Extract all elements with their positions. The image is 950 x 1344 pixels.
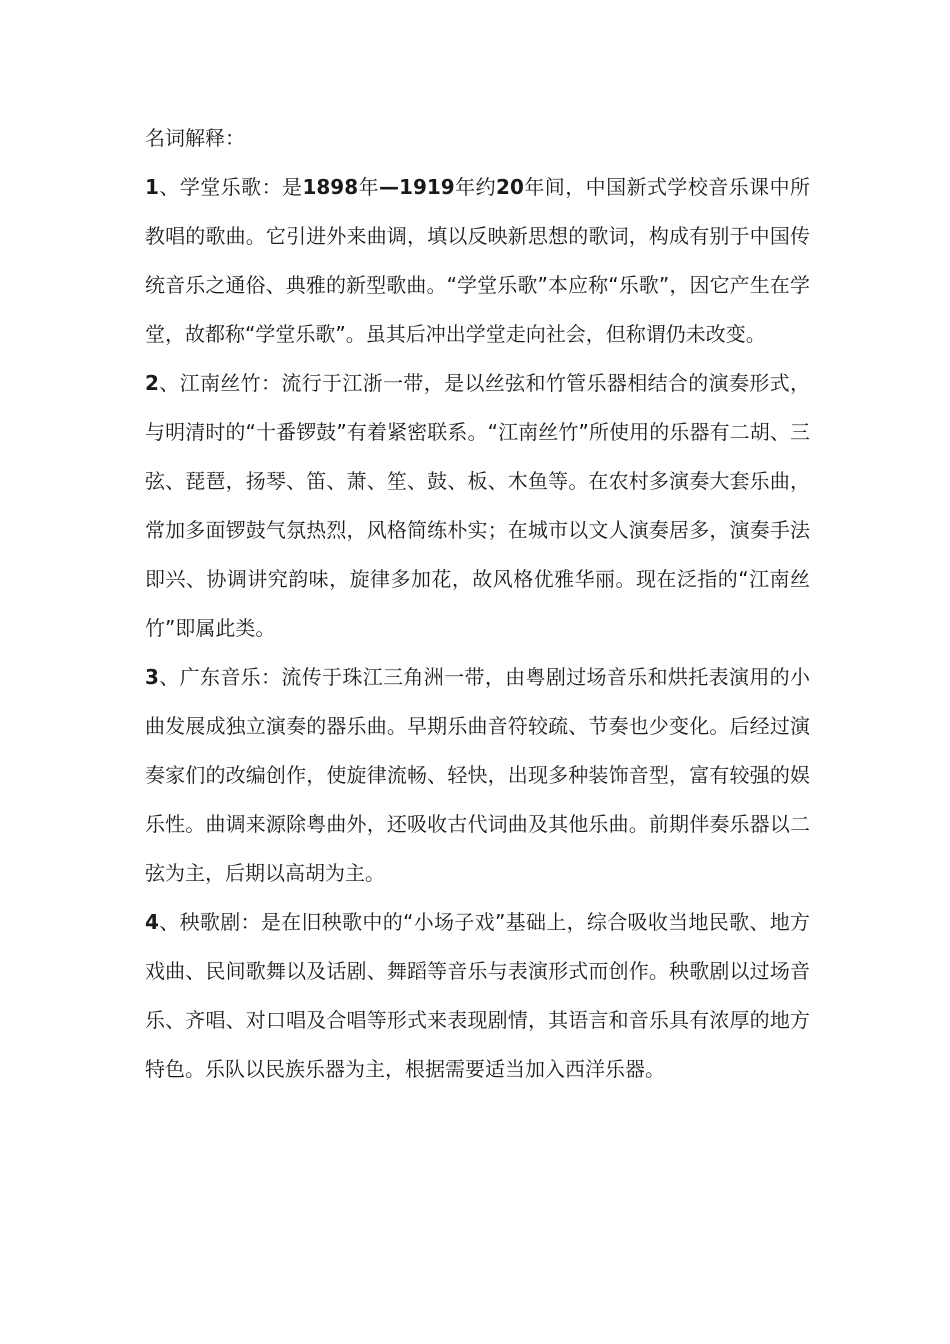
entry-number: 4 bbox=[145, 910, 159, 934]
entry-year-end: —1919 bbox=[379, 175, 455, 199]
entry-separator: 、 bbox=[158, 910, 180, 934]
entry-term: 广东音乐： bbox=[179, 665, 282, 689]
entry-text: 年 bbox=[358, 175, 380, 199]
entry-yangge-ju bbox=[145, 898, 810, 1094]
entry-text: 流行于江浙一带，是以丝弦和竹管乐器相结合的演奏形式，与明清时的“十番锣鼓”有着紧密联系。“江南丝竹”所使用的乐器有二胡、三弦、琵琶，扬琴、笛、萧、笙、鼓、板、木鱼等。在农村多演奏大套乐曲，常加多面锣鼓气氛热烈，风格简练朴实；在城市以文人演奏居多，演奏手法即兴、协调讲究韵味，旋律多加花，故风格优雅华丽。现在泛指的“江南丝竹”即属此类。 bbox=[145, 371, 811, 640]
entry-term: 秧歌剧： bbox=[179, 910, 261, 934]
entry-term: 学堂乐歌： bbox=[179, 175, 283, 199]
entry-separator: 、 bbox=[158, 175, 180, 199]
entry-text: 年约 bbox=[454, 175, 497, 199]
entry-jiangnan-sizhu bbox=[145, 359, 810, 653]
document-body bbox=[145, 114, 810, 1094]
entry-text: 是在旧秧歌中的“小场子戏”基础上，综合吸收当地民歌、地方戏曲、民间歌舞以及话剧、舞蹈等音乐与表演形式而创作。秧歌剧以过场音乐、齐唱、对口唱及合唱等形式来表现剧情，其语言和音乐具有浓厚的地方特色。乐队以民族乐器为主，根据需要适当加入西洋乐器。 bbox=[145, 910, 811, 1081]
entry-text: 年间，中国新式学校音乐课中所教唱的歌曲。它引进外来曲调，填以反映新思想的歌词，构成有别于中国传统音乐之通俗、典雅的新型歌曲。“学堂乐歌”本应称“乐歌”，因它产生在学堂，故都称“学堂乐歌”。虽其后冲出学堂走向社会，但称谓仍未改变。 bbox=[145, 175, 811, 346]
entry-guangdong-yinyue bbox=[145, 653, 810, 898]
entry-term: 江南丝竹： bbox=[179, 371, 282, 395]
entry-separator: 、 bbox=[158, 371, 180, 395]
entry-xuetang-yuege bbox=[145, 163, 810, 359]
entry-year-start: 1898 bbox=[302, 175, 359, 199]
entry-number: 2 bbox=[145, 371, 159, 395]
entry-text: 流传于珠江三角洲一带，由粤剧过场音乐和烘托表演用的小曲发展成独立演奏的器乐曲。早期乐曲音符较疏、节奏也少变化。后经过演奏家们的改编创作，使旋律流畅、轻快，出现多种装饰音型，富有较强的娱乐性。曲调来源除粤曲外，还吸收古代词曲及其他乐曲。前期伴奏乐器以二弦为主，后期以高胡为主。 bbox=[145, 665, 811, 885]
entry-number: 3 bbox=[145, 665, 159, 689]
entry-number: 1 bbox=[145, 175, 159, 199]
entry-text: 是 bbox=[282, 175, 303, 199]
entry-separator: 、 bbox=[158, 665, 180, 689]
entry-span-years: 20 bbox=[496, 175, 524, 199]
section-heading: 名词解释： bbox=[145, 126, 245, 150]
